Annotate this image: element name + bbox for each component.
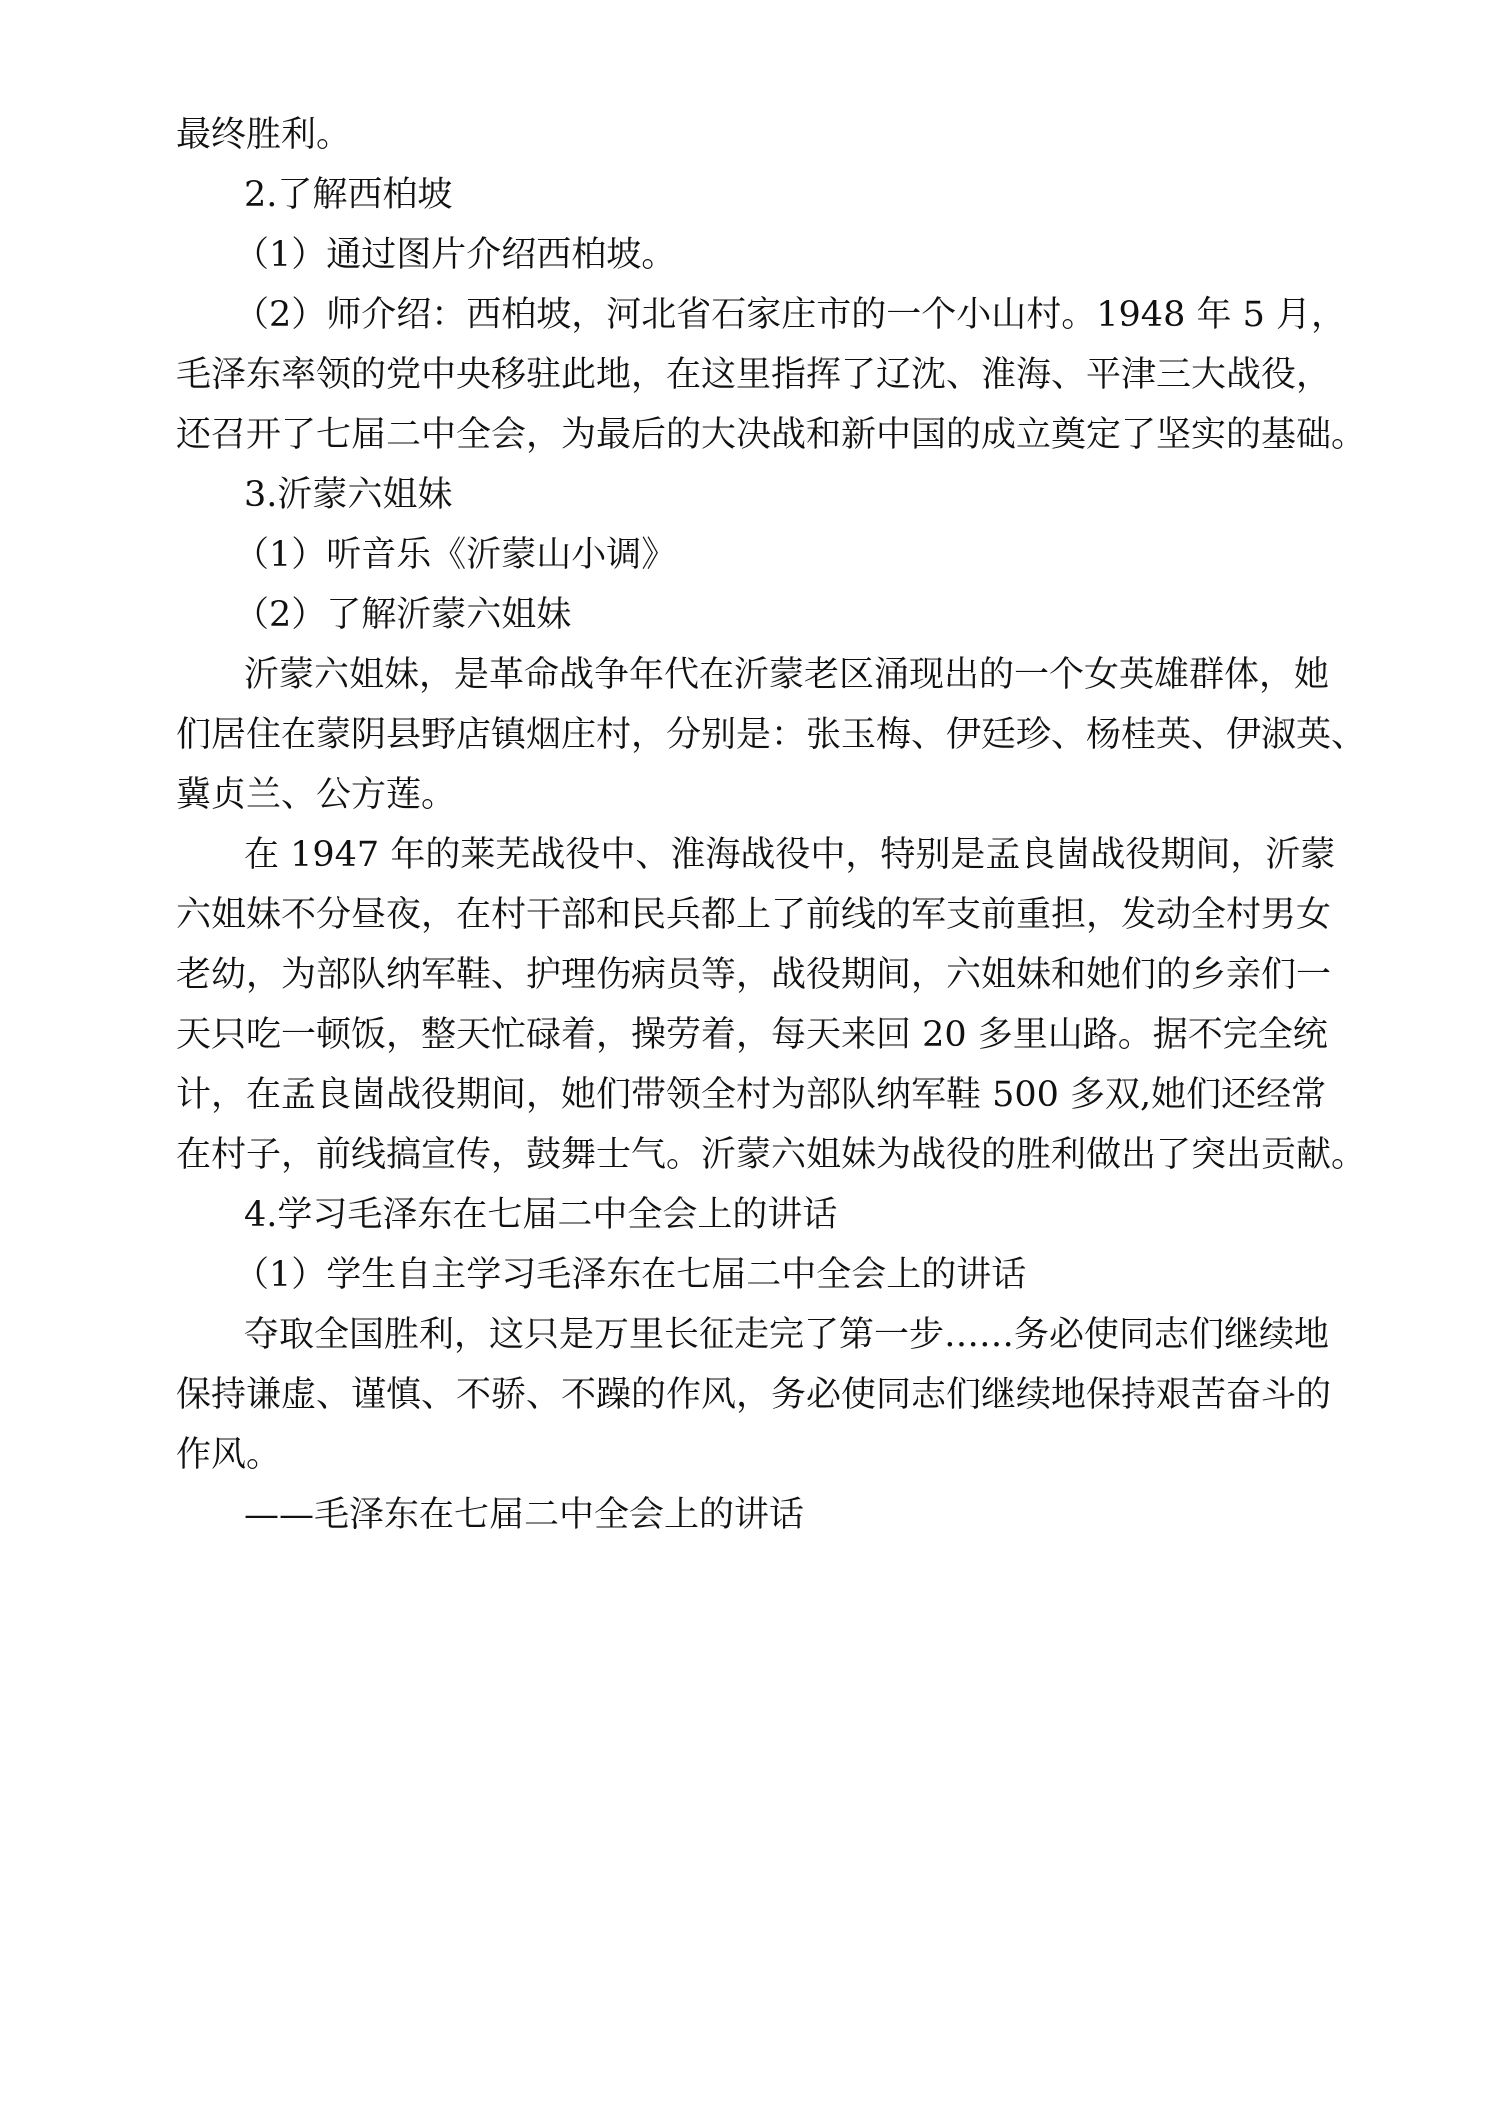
quote-line: 夺取全国胜利，这只是万里长征走完了第一步……务必使同志们继续地 <box>244 1315 1330 1355</box>
paragraph-line: 计，在孟良崮战役期间，她们带领全村为部队纳军鞋 500 多双,她们还经常 <box>176 1075 1327 1115</box>
text-line: 还召开了七届二中全会，为最后的大决战和新中国的成立奠定了坚实的基础。 <box>176 415 1367 455</box>
paragraph-line: 天只吃一顿饭，整天忙碌着，操劳着，每天来回 20 多里山路。据不完全统 <box>176 1015 1328 1055</box>
paragraph-line: 沂蒙六姐妹，是革命战争年代在沂蒙老区涌现出的一个女英雄群体，她 <box>244 655 1330 695</box>
list-item: （2）了解沂蒙六姐妹 <box>234 595 572 635</box>
quote-attribution: ——毛泽东在七届二中全会上的讲话 <box>244 1495 805 1535</box>
paragraph-line: 在 1947 年的莱芜战役中、淮海战役中，特别是孟良崮战役期间，沂蒙 <box>244 835 1336 875</box>
quote-line: 保持谦虚、谨慎、不骄、不躁的作风，务必使同志们继续地保持艰苦奋斗的 <box>176 1375 1332 1415</box>
text-line: 毛泽东率领的党中央移驻此地，在这里指挥了辽沈、淮海、平津三大战役， <box>176 355 1332 395</box>
quote-line: 作风。 <box>176 1435 282 1475</box>
paragraph-line: 冀贞兰、公方莲。 <box>176 775 457 815</box>
paragraph-line: 六姐妹不分昼夜，在村干部和民兵都上了前线的军支前重担，发动全村男女 <box>176 895 1332 935</box>
text-line: 最终胜利。 <box>176 115 352 155</box>
list-item: （1）通过图片介绍西柏坡。 <box>234 235 677 275</box>
paragraph-line: 老幼，为部队纳军鞋、护理伤病员等，战役期间，六姐妹和她们的乡亲们一 <box>176 955 1332 995</box>
list-item: （1）学生自主学习毛泽东在七届二中全会上的讲话 <box>234 1255 1027 1295</box>
list-item: （1）听音乐《沂蒙山小调》 <box>234 535 677 575</box>
list-item: （2）师介绍：西柏坡，河北省石家庄市的一个小山村。1948 年 5 月， <box>234 295 1346 335</box>
section-heading: 3.沂蒙六姐妹 <box>244 475 453 515</box>
paragraph-line: 在村子，前线搞宣传，鼓舞士气。沂蒙六姐妹为战役的胜利做出了突出贡献。 <box>176 1135 1367 1175</box>
section-heading: 2.了解西柏坡 <box>244 175 453 215</box>
paragraph-line: 们居住在蒙阴县野店镇烟庄村，分别是：张玉梅、伊廷珍、杨桂英、伊淑英、 <box>176 715 1367 755</box>
section-heading: 4.学习毛泽东在七届二中全会上的讲话 <box>244 1195 838 1235</box>
